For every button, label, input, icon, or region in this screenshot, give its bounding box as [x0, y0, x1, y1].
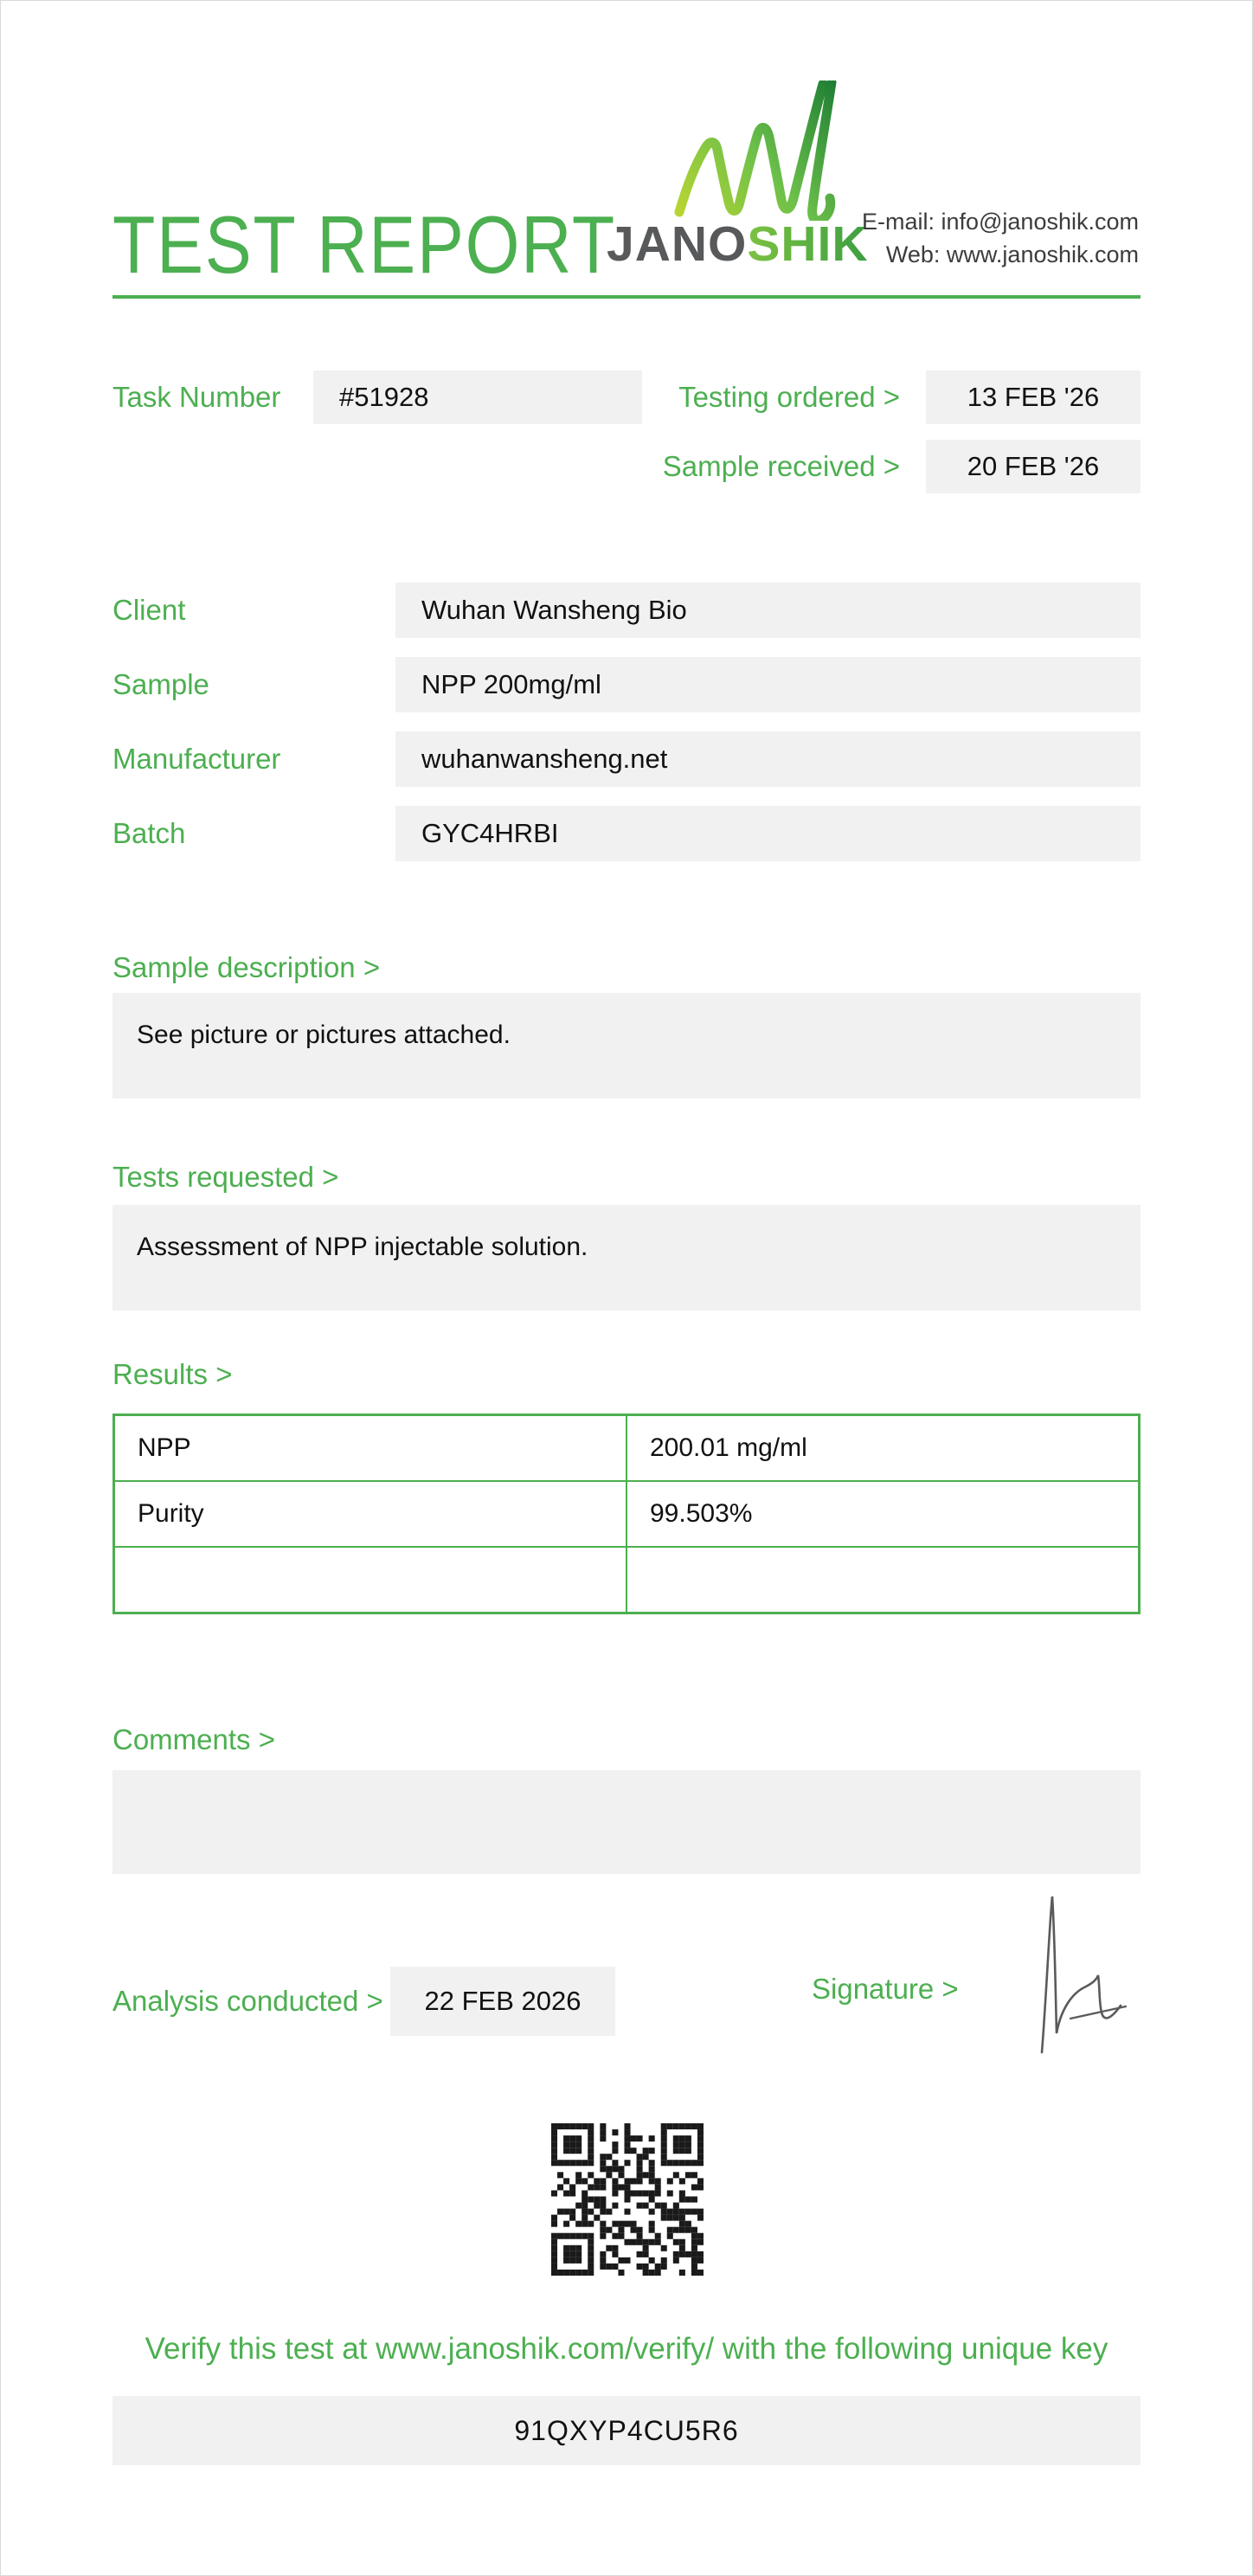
task-number-value: #51928 [313, 370, 642, 424]
result-name-cell: NPP [114, 1415, 627, 1482]
page-title: TEST REPORT [112, 199, 616, 290]
result-value-cell: 99.503% [626, 1481, 1140, 1547]
sample-received-row [607, 440, 1141, 493]
wordmark-jano: JANO [607, 216, 748, 272]
analysis-conducted-label: Analysis conducted > [112, 1985, 383, 2017]
task-number-row [112, 370, 649, 424]
result-name-cell [114, 1547, 627, 1613]
signature-label: Signature > [812, 1973, 959, 2005]
result-value-cell [626, 1547, 1140, 1613]
contact-web: Web: www.janoshik.com [885, 242, 1139, 267]
batch-label: Batch [112, 817, 186, 849]
janoshik-wordmark [607, 216, 869, 273]
sample-received-label: Sample received > [662, 450, 900, 482]
comments-box [112, 1770, 1141, 1874]
table-row [114, 1547, 1140, 1613]
result-name-cell: Purity [114, 1481, 627, 1547]
wordmark-shik: SHIK [747, 216, 869, 272]
sample-label: Sample [112, 668, 209, 700]
task-number-label: Task Number [112, 381, 281, 413]
unique-key-value: 91QXYP4CU5R6 [112, 2396, 1141, 2465]
signature-image [1029, 1886, 1150, 2059]
table-row [114, 1481, 1140, 1547]
batch-row [112, 806, 1141, 861]
tests-requested-box: Assessment of NPP injectable solution. [112, 1205, 1141, 1311]
sample-description-label: Sample description > [112, 951, 381, 983]
tests-requested-label: Tests requested > [112, 1161, 339, 1193]
qr-code [551, 2123, 704, 2276]
janoshik-logo-mark [667, 80, 840, 221]
result-value-cell: 200.01 mg/ml [626, 1415, 1140, 1482]
testing-ordered-value: 13 FEB '26 [926, 370, 1141, 424]
manufacturer-row [112, 731, 1141, 787]
client-row [112, 583, 1141, 638]
testing-ordered-row [607, 370, 1141, 424]
table-row [114, 1415, 1140, 1482]
verify-text: Verify this test at www.janoshik.com/verify/ with the following unique key [145, 2332, 1108, 2366]
client-label: Client [112, 594, 186, 626]
contact-email: E-mail: info@janoshik.com [861, 209, 1139, 235]
sample-value: NPP 200mg/ml [395, 657, 1141, 712]
contact-block [862, 205, 1139, 271]
client-value: Wuhan Wansheng Bio [395, 583, 1141, 638]
manufacturer-value: wuhanwansheng.net [395, 731, 1141, 787]
comments-label: Comments > [112, 1723, 275, 1755]
sample-description-box: See picture or pictures attached. [112, 993, 1141, 1098]
manufacturer-label: Manufacturer [112, 743, 281, 775]
sample-row [112, 657, 1141, 712]
header-divider [112, 295, 1141, 299]
results-label: Results > [112, 1358, 233, 1390]
testing-ordered-label: Testing ordered > [678, 381, 900, 413]
analysis-conducted-value: 22 FEB 2026 [390, 1967, 615, 2036]
batch-value: GYC4HRBI [395, 806, 1141, 861]
analysis-conducted-row [112, 1967, 615, 2036]
results-table [112, 1414, 1141, 1614]
sample-received-value: 20 FEB '26 [926, 440, 1141, 493]
